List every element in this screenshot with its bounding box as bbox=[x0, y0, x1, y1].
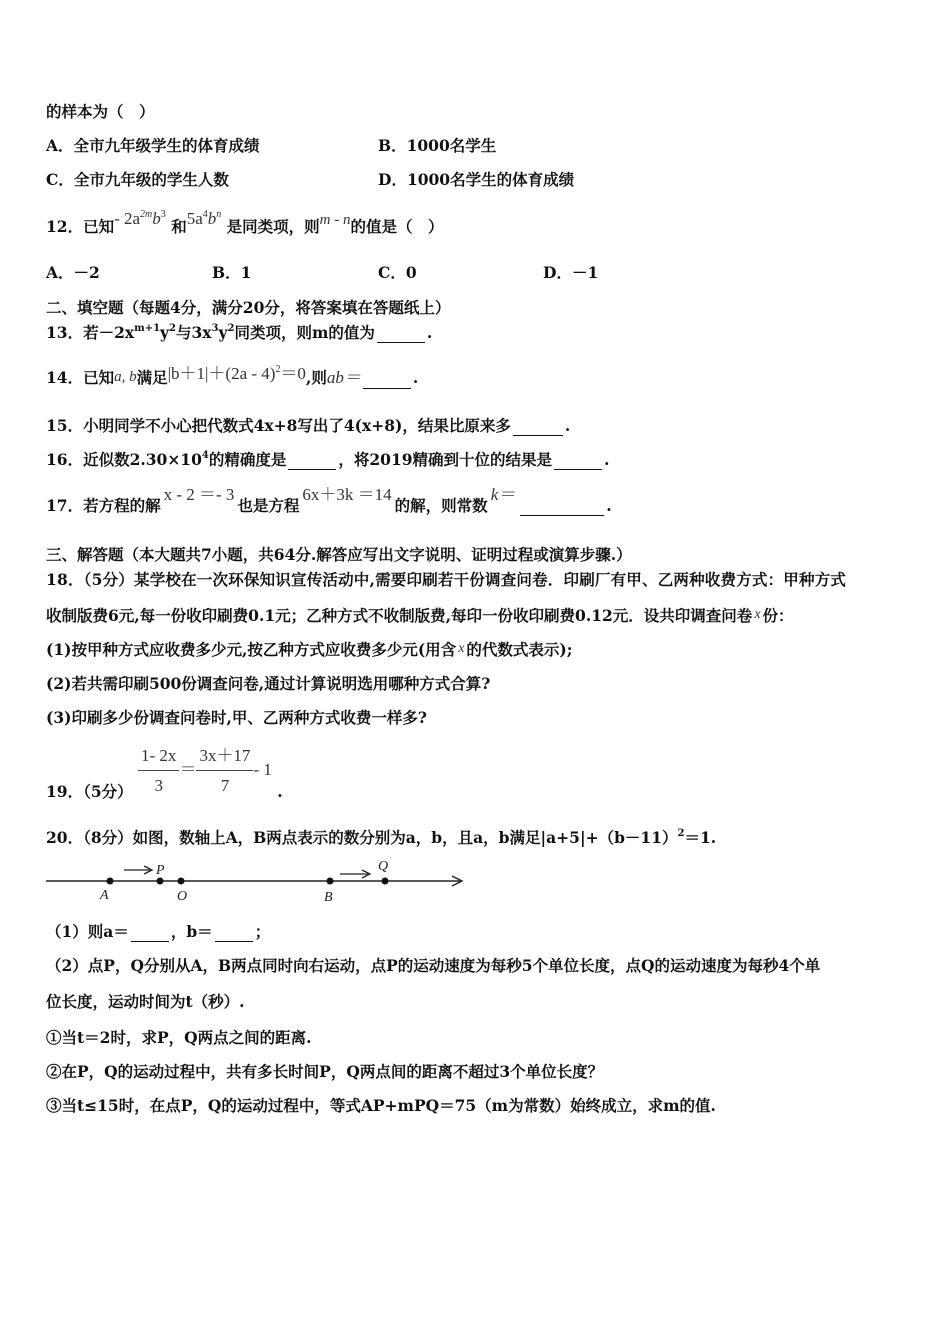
q20-case-1: ①当t＝2时，求P，Q两点之间的距离. bbox=[46, 1028, 312, 1047]
q12-option-d: D．－1 bbox=[543, 263, 599, 282]
q15-stem: 15．小明同学不小心把代数式4x+8写出了4(x+8)，结果比原来多 . bbox=[46, 416, 571, 435]
q17-stem: 17．若方程的解x - 2 ＝- 3也是方程6x＋3k ＝14的解，则常数k＝. bbox=[46, 485, 612, 515]
q20-part-2-line-2: 位长度，运动时间为t（秒）. bbox=[46, 992, 245, 1011]
q20-blank-a[interactable] bbox=[131, 941, 169, 942]
label-b: B bbox=[324, 890, 333, 905]
q20-part-1: （1）则a＝ ，b＝ ； bbox=[46, 922, 271, 941]
q12-option-a: A．－2 bbox=[46, 263, 100, 282]
q20-blank-b[interactable] bbox=[215, 941, 253, 942]
q16-blank-2[interactable] bbox=[554, 469, 602, 470]
q18-part-2: (2)若共需印刷500份调查问卷,通过计算说明选用哪种方式合算? bbox=[46, 674, 491, 693]
q12-option-b: B．1 bbox=[212, 263, 252, 282]
q18-line-1: 18．（5分）某学校在一次环保知识宣传活动中,需要印刷若干份调查问卷．印刷厂有甲、乙两种收费方式：甲种方式 bbox=[46, 570, 847, 589]
q11-option-c: C．全市九年级的学生人数 bbox=[46, 170, 229, 189]
q20-stem: 20．（8分）如图，数轴上A，B两点表示的数分别为a，b，且a，b满足$|a+5|+(b-11)^2=1$. bbox=[46, 828, 717, 847]
q19-stem: 19．（5分） $\frac{1- 2x}{3}$ ＝ $\frac{3x+17}{7}$ - 1 . bbox=[46, 746, 283, 801]
q17-answer-blank[interactable] bbox=[520, 515, 604, 516]
q13-stem: 13．若$-2x^{m+1}y^2$与$3x^3y^2$同类项，则m的值为 . bbox=[46, 323, 433, 342]
q12-option-c: C．0 bbox=[378, 263, 417, 282]
q20-case-3: ③当t≤15时，在点P，Q的运动过程中，等式AP+mPQ＝75（m为常数）始终成立，求m的值. bbox=[46, 1096, 716, 1115]
q11-option-b: B．1000名学生 bbox=[378, 136, 497, 155]
q12-stem: 12．已知- $2a^{2m}b^3$ 和$5a^4b^n$ 是同类项，则m - n的值是（ ） bbox=[46, 209, 444, 236]
q15-answer-blank[interactable] bbox=[513, 435, 563, 436]
q19-fraction-right: $\frac{3x+17}{7}$ bbox=[196, 744, 253, 798]
q20-part-2-line-1: （2）点P，Q分别从A，B两点同时向右运动，点P的运动速度为每秒5个单位长度，点Q的运动速度为每秒4个单 bbox=[46, 956, 821, 975]
point-a-dot bbox=[107, 878, 114, 885]
q16-blank-1[interactable] bbox=[288, 469, 336, 470]
section2-heading: 二、填空题（每题4分，满分20分，将答案填在答题纸上） bbox=[46, 298, 451, 317]
q19-fraction-left: $\frac{1- 2x}{3}$ bbox=[138, 744, 179, 798]
label-a: A bbox=[100, 888, 109, 903]
label-p: P bbox=[156, 863, 165, 878]
q18-part-3: (3)印刷多少份调查问卷时,甲、乙两种方式收费一样多? bbox=[46, 708, 427, 727]
point-q-dot bbox=[382, 878, 389, 885]
q20-case-2: ②在P，Q的运动过程中，共有多长时间P，Q两点间的距离不超过3个单位长度？ bbox=[46, 1062, 604, 1081]
point-o-dot bbox=[178, 878, 185, 885]
q13-answer-blank[interactable] bbox=[377, 342, 425, 343]
label-o: O bbox=[177, 889, 188, 904]
q11-option-d: D．1000名学生的体育成绩 bbox=[378, 170, 575, 189]
q14-answer-blank[interactable] bbox=[363, 388, 411, 389]
q18-part-1: (1)按甲种方式应收费多少元,按乙种方式应收费多少元(用含 x 的代数式表示); bbox=[46, 640, 573, 659]
label-q: Q bbox=[378, 859, 389, 874]
q16-stem: 16．近似数$2.30\times 10^4$的精确度是 ，将2019精确到十位的结果是 . bbox=[46, 450, 610, 469]
q11-stem-tail: 的样本为（ ） bbox=[46, 102, 155, 121]
q14-stem: 14．已知a, b满足|b＋1|＋(2a - 4)$^2$＝0,则ab＝ . bbox=[46, 364, 419, 387]
point-b-dot bbox=[327, 878, 334, 885]
q11-option-a: A．全市九年级学生的体育成绩 bbox=[46, 136, 260, 155]
section3-heading: 三、解答题（本大题共7小题，共64分.解答应写出文字说明、证明过程或演算步骤.） bbox=[46, 545, 632, 564]
q18-line-2: 收制版费6元,每一份收印刷费0.1元；乙种方式不收制版费,每印一份收印刷费0.12元．设共印调查问卷 x 份： bbox=[46, 606, 794, 625]
point-p-dot bbox=[157, 878, 164, 885]
number-line-figure bbox=[40, 850, 480, 910]
